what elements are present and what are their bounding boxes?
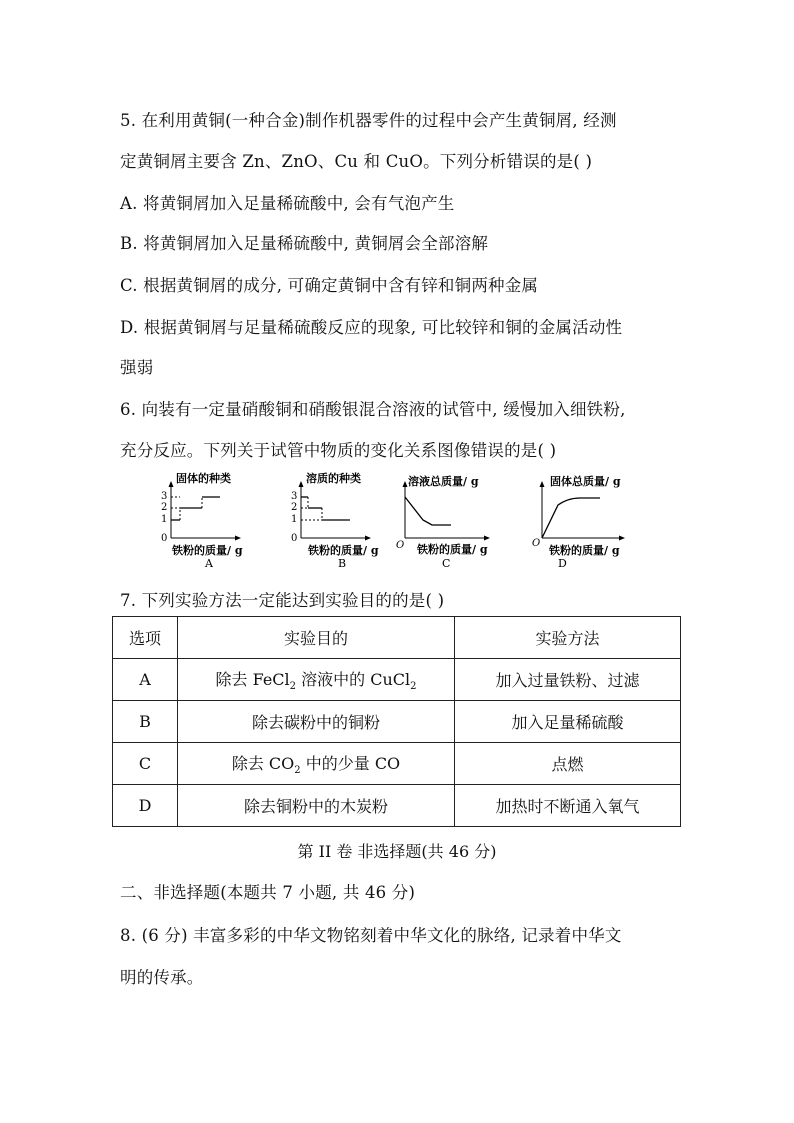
graph-d-xlabel: 铁粉的质量/ g (549, 544, 620, 557)
graph-b-tick-2: 2 (291, 502, 298, 513)
graph-d-letter: D (558, 557, 567, 570)
table-row (113, 743, 681, 785)
graph-c-letter: C (442, 557, 451, 570)
row-d-option: D (113, 785, 178, 827)
row-a-method: 加入过量铁粉、过滤 (455, 659, 681, 701)
graph-a-letter: A (205, 557, 213, 570)
header-method: 实验方法 (455, 617, 681, 659)
q5-option-a: A. 将黄铜屑加入足量稀硫酸中, 会有气泡产生 (120, 194, 455, 213)
graph-c-xlabel: 铁粉的质量/ g (417, 543, 488, 556)
graph-c (395, 468, 520, 577)
table-header-row (113, 617, 681, 659)
graph-d-curve (542, 498, 600, 538)
graph-b-ylabel: 溶质的种类 (306, 472, 361, 485)
table-row (113, 659, 681, 701)
q8-stem-line1: 8. (6 分) 丰富多彩的中华文物铭刻着中华文化的脉络, 记录着中华文 (120, 926, 622, 945)
row-a-option: A (113, 659, 178, 701)
row-b-purpose: 除去碳粉中的铜粉 (178, 701, 455, 743)
q5-option-b: B. 将黄铜屑加入足量稀硫酸中, 黄铜屑会全部溶解 (120, 234, 489, 253)
graph-a-tick-3: 3 (161, 491, 168, 502)
q5-stem-line1: 5. 在利用黄铜(一种合金)制作机器零件的过程中会产生黄铜屑, 经测 (120, 111, 617, 130)
graph-a-xlabel: 铁粉的质量/ g (172, 544, 243, 557)
row-b-option: B (113, 701, 178, 743)
graph-a-tick-1: 1 (161, 514, 168, 525)
q5-option-d-line1: D. 根据黄铜屑与足量稀硫酸反应的现象, 可比较锌和铜的金属活动性 (120, 318, 623, 337)
graph-b-tick-3: 3 (291, 491, 298, 502)
graph-b-tick-1: 1 (291, 514, 298, 525)
header-purpose: 实验目的 (178, 617, 455, 659)
header-option: 选项 (113, 617, 178, 659)
q6-stem-line2: 充分反应。下列关于试管中物质的变化关系图像错误的是( ) (120, 441, 557, 460)
table-row (113, 785, 681, 827)
q5-option-d-line2: 强弱 (120, 358, 154, 377)
row-c-option: C (113, 743, 178, 785)
graph-a-origin: 0 (161, 533, 168, 544)
graph-b-xlabel: 铁粉的质量/ g (308, 544, 379, 557)
q7-stem: 7. 下列实验方法一定能达到实验目的的是( ) (120, 591, 445, 610)
table-row (113, 701, 681, 743)
row-d-purpose: 除去铜粉中的木炭粉 (178, 785, 455, 827)
q6-graphs (150, 468, 650, 578)
graph-c-curve (405, 497, 451, 525)
section-title: 第 II 卷 非选择题(共 46 分) (297, 842, 497, 861)
graph-b (280, 468, 400, 577)
graph-b-letter: B (338, 557, 347, 570)
row-a-purpose: 除去 FeCl$_2$ 溶液中的 CuCl$_2$ (178, 659, 455, 701)
row-b-method: 加入足量稀硫酸 (455, 701, 681, 743)
graph-d-origin: O (532, 538, 541, 549)
graph-d-ylabel: 固体总质量/ g (550, 475, 621, 488)
section-heading: 二、非选择题(本题共 7 小题, 共 46 分) (120, 883, 416, 902)
row-c-method: 点燃 (455, 743, 681, 785)
graph-a-ylabel: 固体的种类 (176, 472, 231, 485)
q5-option-c: C. 根据黄铜屑的成分, 可确定黄铜中含有锌和铜两种金属 (120, 276, 539, 295)
graph-d (530, 468, 650, 577)
q5-stem-line2: 定黄铜屑主要含 Zn、ZnO、Cu 和 CuO。下列分析错误的是( ) (120, 152, 593, 171)
q8-stem-line2: 明的传承。 (120, 968, 204, 987)
graph-a-tick-2: 2 (161, 502, 168, 513)
row-c-purpose: 除去 $CO_2$ 中的少量 CO (178, 743, 455, 785)
q6-stem-line1: 6. 向装有一定量硝酸铜和硝酸银混合溶液的试管中, 缓慢加入细铁粉, (120, 400, 626, 419)
row-d-method: 加热时不断通入氧气 (455, 785, 681, 827)
q7-table (112, 616, 681, 827)
graph-a (150, 468, 265, 577)
graph-c-origin: O (396, 540, 405, 551)
graph-b-origin: 0 (291, 533, 298, 544)
graph-c-ylabel: 溶液总质量/ g (408, 475, 479, 488)
